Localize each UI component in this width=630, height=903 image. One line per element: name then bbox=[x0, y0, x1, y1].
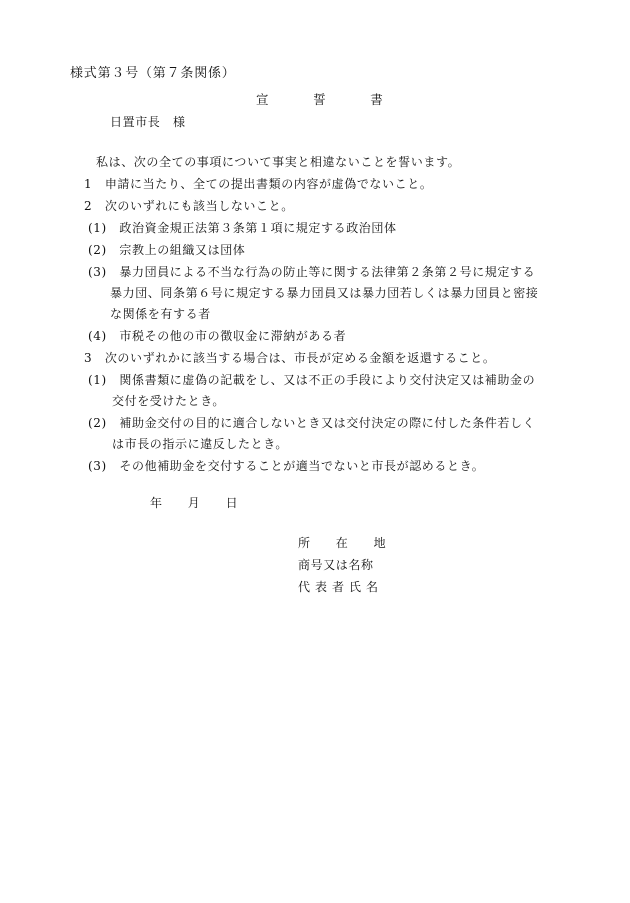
pledge-item-2-sub-4: (4) 市税その他の市の徴収金に滞納がある者 bbox=[88, 329, 347, 343]
signature-representative-label: 代 表 者 氏 名 bbox=[298, 580, 379, 594]
pledge-item-3: 3 次のいずれかに該当する場合は、市長が定める金額を返還すること。 bbox=[84, 351, 496, 365]
signature-name-label: 商号又は名称 bbox=[298, 558, 374, 572]
pledge-item-3-sub-2-line-1: (2) 補助金交付の目的に適合しないとき又は交付決定の際に付した条件若しく bbox=[88, 416, 536, 430]
pledge-item-2-sub-3-line-1: (3) 暴力団員による不当な行為の防止等に関する法律第２条第２号に規定する bbox=[88, 265, 536, 279]
signature-location-label: 所 在 地 bbox=[298, 536, 387, 550]
pledge-item-2-sub-3-line-3: な関係を有する者 bbox=[110, 307, 211, 321]
title-char-2: 誓 bbox=[313, 92, 327, 107]
intro-statement: 私は、次の全ての事項について事実と相違ないことを誓います。 bbox=[96, 155, 461, 169]
document-title bbox=[256, 92, 383, 108]
pledge-item-3-sub-1-line-1: (1) 関係書類に虚偽の記載をし、又は不正の手段により交付決定又は補助金の bbox=[88, 373, 536, 387]
pledge-item-2: 2 次のいずれにも該当しないこと。 bbox=[84, 199, 294, 213]
pledge-item-2-sub-1: (1) 政治資金規正法第３条第１項に規定する政治団体 bbox=[88, 221, 397, 235]
pledge-item-3-sub-3: (3) その他補助金を交付することが適当でないと市長が認めるとき。 bbox=[88, 459, 485, 473]
pledge-item-3-sub-1-line-2: 交付を受けたとき。 bbox=[112, 394, 225, 408]
pledge-item-2-sub-2: (2) 宗教上の組織又は団体 bbox=[88, 243, 246, 257]
title-char-3: 書 bbox=[370, 92, 384, 107]
pledge-item-2-sub-3-line-2: 暴力団、同条第６号に規定する暴力団員又は暴力団若しくは暴力団員と密接 bbox=[110, 286, 539, 300]
form-number: 様式第３号（第７条関係） bbox=[70, 66, 236, 81]
title-char-1: 宣 bbox=[256, 92, 270, 107]
addressee: 日置市長 様 bbox=[110, 115, 186, 129]
date-line: 年 月 日 bbox=[150, 496, 239, 510]
pledge-item-1: 1 申請に当たり、全ての提出書類の内容が虚偽でないこと。 bbox=[84, 177, 433, 191]
pledge-item-3-sub-2-line-2: は市長の指示に違反したとき。 bbox=[112, 437, 288, 451]
